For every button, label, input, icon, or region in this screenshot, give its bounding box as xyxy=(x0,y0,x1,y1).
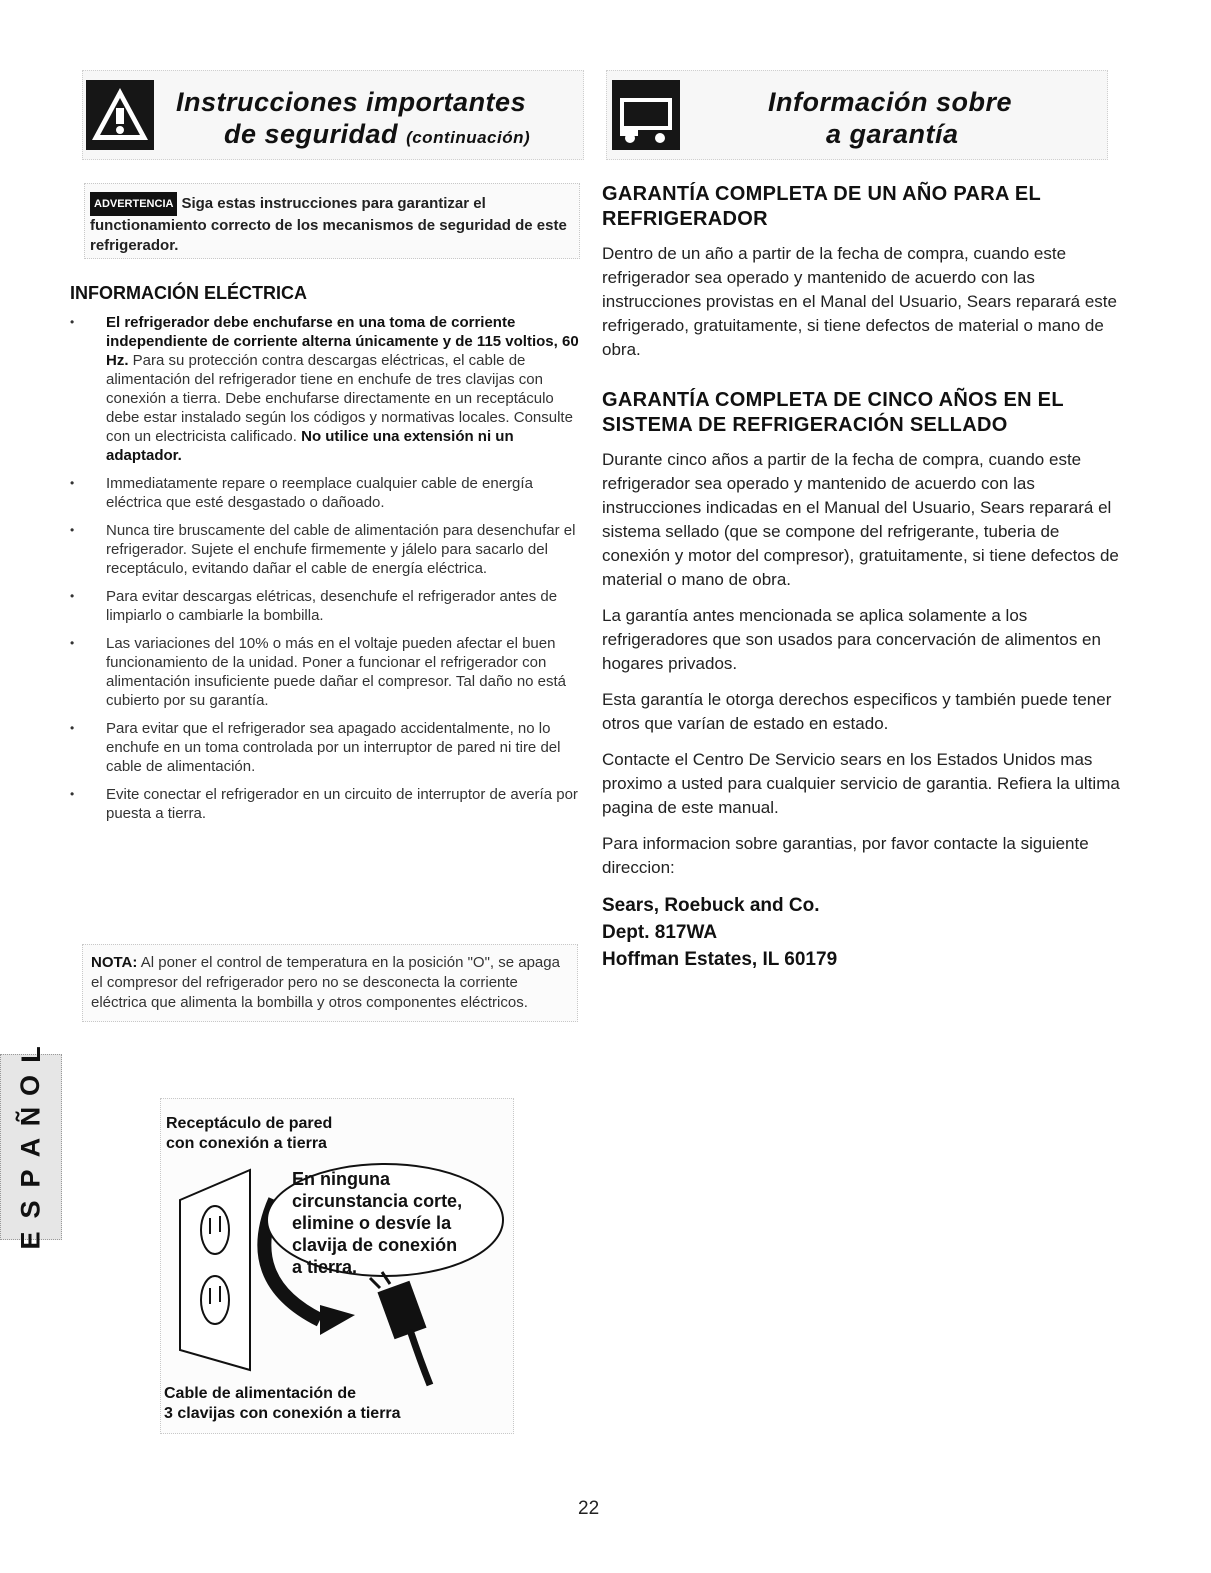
side-tab-letter: E xyxy=(15,1230,46,1250)
bullet-bold: El refrigerador debe enchufarse en una toma de corriente independiente de corriente alterna únicamente y de 115 voltios, 60 Hz. xyxy=(106,314,579,369)
list-item: • Las variaciones del 10% o más en el voltaje pueden afectar el buen funcionamiento de la unidad. Poner a funcionar el refrigerador con alimentación insuficiente puede dañar el compresor. Tal daño no está cubierto por su garantía. xyxy=(66,634,584,710)
list-item: • Para evitar que el refrigerador sea apagado accidentalmente, no lo enchufe en un toma controlada por un interruptor de pared ni tire del cable de alimentación. xyxy=(66,719,584,776)
safety-title-main: de seguridad xyxy=(224,119,399,149)
note-text: Al poner el control de temperatura en la posición "O", se apaga el compresor del refrigerador pero no se desconecta la corriente eléctrica que alimenta la bombilla y otros componentes eléctricos. xyxy=(91,954,560,1011)
note-box xyxy=(82,944,578,1022)
bullet-bold: No utilice una extensión ni un adaptador. xyxy=(106,428,514,464)
address-line: Sears, Roebuck and Co. xyxy=(602,895,820,916)
list-item: • Nunca tire bruscamente del cable de alimentación para desenchufar el refrigerador. Sujete el enchufe firmemente y jálelo para sacarlo del receptáculo, evitando dañar el cable de energía eléctrica. xyxy=(66,521,584,578)
warranty-paragraph: La garantía antes mencionada se aplica solamente a los refrigeradores que son usados para concervación de alimentos en hogares privados. xyxy=(602,606,1101,673)
side-tab-letter: O xyxy=(15,1074,46,1096)
warranty-paragraph: Esta garantía le otorga derechos especificos y también puede tener otros que varían de estado en estado. xyxy=(602,690,1112,733)
side-tab-letter: S xyxy=(15,1199,46,1219)
language-side-tab xyxy=(0,1045,62,1250)
warranty-heading-2: GARANTÍA COMPLETA DE CINCO AÑOS EN EL SISTEMA DE REFRIGERACIÓN SELLADO xyxy=(602,389,1064,436)
list-item xyxy=(66,313,584,465)
warranty-column xyxy=(602,182,1122,973)
callout-line: En ninguna xyxy=(292,1169,390,1189)
warning-body: Siga estas instrucciones para garantizar el functionamiento correcto de los mecanismos de seguridad de este refrigerador. xyxy=(90,194,567,254)
figure-label-line: Cable de alimentación de xyxy=(164,1385,357,1402)
callout-line: circunstancia corte, xyxy=(292,1191,463,1211)
warranty-title-line1: Información sobre xyxy=(768,87,1013,117)
figure-label-top xyxy=(166,1114,332,1154)
warranty-heading-1: GARANTÍA COMPLETA DE UN AÑO PARA EL REFRIGERADOR xyxy=(602,183,1041,230)
list-item: • Para evitar descargas elétricas, desenchufe el refrigerador antes de limpiarlo o cambiarle la bombilla. xyxy=(66,587,584,625)
address-line: Hoffman Estates, IL 60179 xyxy=(602,949,838,970)
callout-line: a tierra. xyxy=(292,1257,358,1277)
callout-line: clavija de conexión xyxy=(292,1235,458,1255)
warranty-paragraph: Durante cinco años a partir de la fecha de compra, cuando este refrigerador sea operado y mantenido de acuerdo con las instrucciones indicadas en el Manual del Usuario, Sears reparará el sistema sellado (que se compone del refrigerante, tuberia de conexión y motor del compresor), gratuitamente, si tiene defectos de material o mano de obra. xyxy=(602,450,1119,589)
list-item: • Evite conectar el refrigerador en un circuito de interruptor de avería por puesta a tierra. xyxy=(66,785,584,823)
page-number: 22 xyxy=(578,1498,600,1519)
figure-label-line: 3 clavijas con conexión a tierra xyxy=(164,1405,401,1422)
figure-label-bottom xyxy=(164,1384,401,1424)
warranty-paragraph: Contacte el Centro De Servicio sears en los Estados Unidos mas proximo a usted para cualquier servicio de garantia. Refiera la ultima pagina de este manual. xyxy=(602,750,1120,817)
figure-label-line: Receptáculo de pared xyxy=(166,1115,333,1132)
warning-triangle-icon xyxy=(86,80,154,150)
warranty-paragraph: Dentro de un año a partir de la fecha de compra, cuando este refrigerador sea operado y mantenido de acuerdo con las instrucciones provistas en el Manal del Usuario, Sears reparará este refrigerado, gratuitamente, si tiene defectos de material o mano de obra. xyxy=(602,244,1117,359)
safety-title-suffix: (continuación) xyxy=(406,128,531,147)
side-tab-letter: P xyxy=(15,1168,46,1188)
warranty-paragraph: Para informacion sobre garantias, por favor contacte la siguiente direccion: xyxy=(602,834,1089,877)
warranty-title-line2: a garantía xyxy=(826,119,959,149)
address-line: Dept. 817WA xyxy=(602,922,718,943)
warning-tag: ADVERTENCIA xyxy=(90,192,177,216)
electrical-list xyxy=(66,313,584,832)
address-block xyxy=(602,892,1122,973)
warning-text xyxy=(90,192,568,256)
side-tab-letter: L xyxy=(15,1045,46,1063)
truck-icon xyxy=(612,80,680,150)
safety-title-line2 xyxy=(224,118,530,154)
safety-title-line1: Instrucciones importantes xyxy=(176,87,527,117)
list-item: • Immediatamente repare o reemplace cualquier cable de energía eléctrica que esté desgastado o dañoado. xyxy=(66,474,584,512)
side-tab-letter: Ñ xyxy=(15,1106,46,1126)
plug-icon xyxy=(370,1272,430,1385)
note-label: NOTA: xyxy=(91,954,138,971)
side-tab-letter: A xyxy=(15,1137,46,1157)
arrow-head xyxy=(320,1305,355,1335)
callout-line: elimine o desvíe la xyxy=(292,1213,452,1233)
callout-text xyxy=(292,1168,462,1278)
electrical-heading: INFORMACIÓN ELÉCTRICA xyxy=(70,283,307,303)
figure-label-line: con conexión a tierra xyxy=(166,1135,327,1152)
wall-outlet xyxy=(180,1170,250,1370)
bullet-text: Para su protección contra descargas eléctricas, el cable de alimentación del refrigerador tiene en enchufe de tres clavijas con conexión a tierra. Debe enchufarse directamente en un receptáculo debe estar instalado según los códigos y normativas locales. Consulte con un electricista calificado. xyxy=(106,352,573,445)
